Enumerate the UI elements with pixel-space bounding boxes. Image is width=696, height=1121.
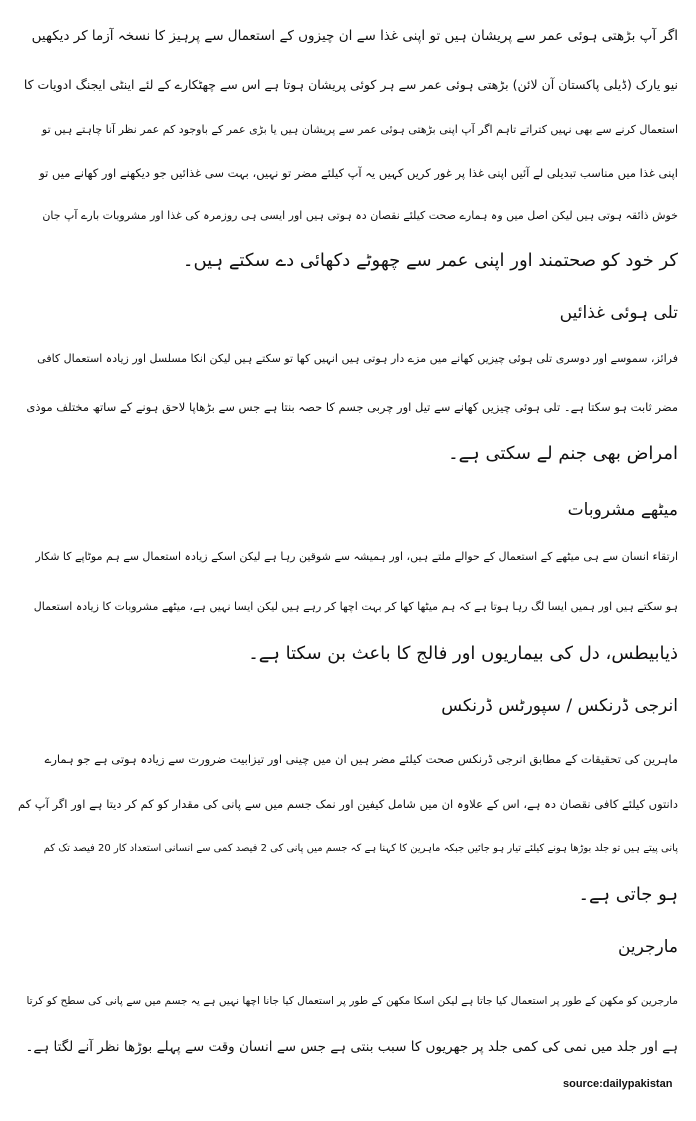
paragraph-line: ہو جاتی ہے۔ (578, 884, 678, 905)
paragraph-line: ذیابیطس، دل کی بیماریوں اور فالج کا باعث بن سکتا ہے۔ (248, 643, 678, 664)
intro-line: نیو یارک (ڈیلی پاکستان آن لائن) بڑھتی ہوئی عمر سے ہر کوئی پریشان ہوتا ہے اس سے چھٹکارے کے لئے اینٹی ایجنگ ادویات کا (23, 77, 678, 92)
paragraph-line: ہو سکتے ہیں اور ہمیں ایسا لگ رہا ہوتا ہے کہ ہم میٹھا کھا کر بہت اچھا کر رہے ہیں لیکن ایسا نہیں ہے، میٹھے مشروبات کا زیادہ استعمال (33, 600, 678, 613)
intro-line: خوش ذائقہ ہوتی ہیں لیکن اصل میں وہ ہمارے صحت کیلئے نقصان دہ ہوتی ہیں اور ایسی ہی روزمرہ کی غذا اور مشروبات بارے آپ جان (42, 209, 678, 222)
paragraph-line: امراض بھی جنم لے سکتی ہے۔ (448, 443, 678, 464)
intro-line: استعمال کرنے سے بھی نہیں کتراتے تاہم اگر آپ اپنی بڑھتی ہوئی عمر سے پریشان ہیں یا بڑی عمر کے باوجود کم عمر نظر آنا چاہتے ہیں تو (41, 123, 678, 136)
paragraph-line: فرائز، سموسے اور دوسری تلی ہوئی چیزیں کھانے میں مزے دار ہوتی ہیں انہیں کھا تو سکتے ہیں لیکن انکا مسلسل اور زیادہ استعمال کافی (37, 352, 678, 365)
headline: اگر آپ بڑھتی ہوئی عمر سے پریشان ہیں تو اپنی غذا سے ان چیزوں کے استعمال سے پرہیز کا نسخہ آزما کر دیکھیں (31, 28, 678, 44)
intro-line: کر خود کو صحتمند اور اپنی عمر سے چھوٹے دکھائی دے سکتے ہیں۔ (182, 250, 678, 271)
paragraph-line: مارجرین کو مکھن کے طور پر استعمال کیا جاتا ہے لیکن اسکا مکھن کے طور پر استعمال کیا جانا اچھا نہیں ہے یہ جسم میں سے پانی کی سطح کو کرتا (26, 995, 678, 1007)
paragraph-line: پانی پیتے ہیں تو جلد بوڑھا ہونے کیلئے تیار ہو جائیں جبکہ ماہرین کا کہنا ہے کہ جسم میں پانی کی 2 فیصد کمی سے انسانی استعداد کار 20 فیصد تک کم (43, 843, 678, 854)
paragraph-line: مضر ثابت ہو سکتا ہے۔ تلی ہوئی چیزیں کھانے سے تیل اور چربی جسم کا حصہ بنتا ہے جس سے بڑھاپا لاحق ہونے کے ساتھ مختلف موذی (26, 400, 678, 414)
paragraph-line: ارتقاء انسان سے ہی میٹھے کے استعمال کے حوالے ملتے ہیں، اور ہمیشہ سے شوقین رہا ہے لیکن اسکے زیادہ استعمال سے ہم موٹاپے کا شکار (35, 550, 678, 563)
intro-line: اپنی غذا میں مناسب تبدیلی لے آئیں اپنی غذا پر غور کریں کہیں یہ آپ کیلئے مضر تو نہیں، بہت سی غذائیں جو دیکھنے اور کھانے میں تو (39, 166, 678, 180)
section-heading-sweet-drinks: میٹھے مشروبات (567, 500, 678, 520)
section-heading-energy-drinks: انرجی ڈرنکس / سپورٹس ڈرنکس (441, 696, 678, 716)
paragraph-line: ہے اور جلد میں نمی کی کمی جلد پر جھریوں کا سبب بنتی ہے جس سے انسان وقت سے پہلے بوڑھا نظر آنے لگتا ہے۔ (25, 1039, 678, 1055)
section-heading-fried-foods: تلی ہوئی غذائیں (559, 303, 678, 323)
source-credit: source:dailypakistan (563, 1078, 673, 1090)
paragraph-line: ماہرین کی تحقیقات کے مطابق انرجی ڈرنکس صحت کیلئے مضر ہیں ان میں چینی اور تیزابیت ضرورت سے زیادہ ہوتی ہے جو ہمارے (44, 752, 678, 766)
paragraph-line: دانتوں کیلئے کافی نقصان دہ ہے، اس کے علاوہ ان میں شامل کیفین اور نمک جسم میں سے پانی کی مقدار کو کم کر دیتا ہے اور اگر آپ کم (17, 797, 678, 811)
section-heading-margarine: مارجرین (617, 937, 678, 957)
